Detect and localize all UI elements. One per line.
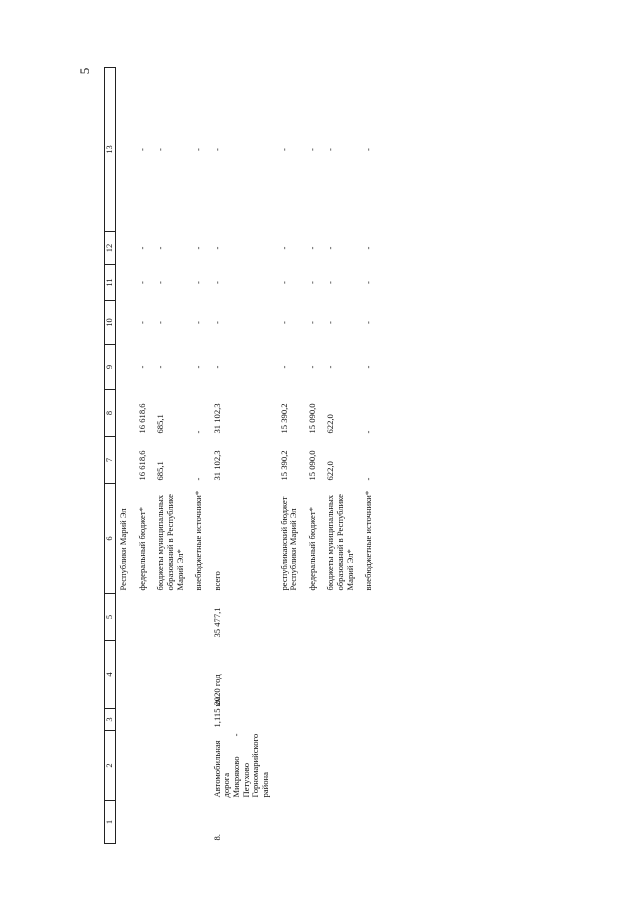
length-cell bbox=[277, 709, 305, 731]
table-row bbox=[135, 68, 154, 844]
column-header: 6 bbox=[105, 484, 116, 594]
value-cell-col12: - bbox=[136, 246, 147, 250]
column-header: 9 bbox=[105, 345, 116, 390]
value-cell-col8: 685,1 bbox=[155, 414, 166, 434]
year-cell bbox=[277, 641, 305, 709]
length-cell bbox=[116, 709, 135, 731]
row-number-cell: 8. bbox=[211, 834, 222, 841]
rotated-table-container bbox=[104, 68, 526, 844]
budget-table bbox=[104, 67, 380, 844]
value-cell-col10: - bbox=[211, 321, 222, 324]
cost-cell bbox=[135, 594, 154, 641]
page-number: 5 bbox=[77, 67, 92, 75]
cost-cell bbox=[323, 594, 361, 641]
length-cell bbox=[191, 709, 210, 731]
length-cell bbox=[305, 709, 324, 731]
cost-cell bbox=[361, 594, 380, 641]
value-cell-col11: - bbox=[136, 281, 147, 284]
value-cell-col9: - bbox=[211, 365, 222, 369]
value-cell-col8: - bbox=[193, 430, 204, 434]
value-cell-col7: 622,0 bbox=[325, 461, 336, 481]
column-header: 13 bbox=[105, 68, 116, 232]
funding-source-cell: республиканский бюджет Республики Марий Эл bbox=[278, 496, 299, 591]
object-name-cell bbox=[277, 731, 305, 801]
table-row bbox=[323, 68, 361, 844]
table-row bbox=[277, 68, 305, 844]
row-number-cell bbox=[191, 801, 210, 844]
value-cell-col9: - bbox=[325, 365, 336, 369]
value-cell-col12: - bbox=[325, 246, 336, 250]
year-cell: 2020 год bbox=[211, 674, 222, 706]
value-cell-col11 bbox=[116, 265, 135, 301]
column-header: 3 bbox=[105, 709, 116, 731]
value-cell-col12: - bbox=[193, 246, 204, 250]
row-number-cell bbox=[277, 801, 305, 844]
value-cell-col10 bbox=[116, 301, 135, 345]
value-cell-col13: - bbox=[278, 148, 289, 151]
length-cell: 1,115 км bbox=[211, 696, 222, 728]
value-cell-col13: - bbox=[363, 148, 374, 151]
value-cell-col13: - bbox=[136, 148, 147, 151]
value-cell-col13: - bbox=[325, 148, 336, 151]
value-cell-col8: - bbox=[363, 430, 374, 434]
funding-source-cell: внебюджетные источники* bbox=[193, 490, 204, 591]
table-row bbox=[361, 68, 380, 844]
object-name-cell bbox=[153, 731, 191, 801]
year-cell bbox=[135, 641, 154, 709]
funding-source-cell: федеральный бюджет* bbox=[136, 507, 147, 591]
value-cell-col8 bbox=[116, 390, 135, 437]
value-cell-col7: - bbox=[193, 477, 204, 481]
value-cell-col11: - bbox=[363, 281, 374, 284]
year-cell bbox=[191, 641, 210, 709]
value-cell-col11: - bbox=[306, 281, 317, 284]
value-cell-col13: - bbox=[155, 148, 166, 151]
value-cell-col12: - bbox=[306, 246, 317, 250]
value-cell-col7: 685,1 bbox=[155, 461, 166, 481]
column-header: 2 bbox=[105, 731, 116, 801]
row-number-cell bbox=[361, 801, 380, 844]
cost-cell: 35 477,1 bbox=[211, 607, 222, 638]
value-cell-col7: 15 390,2 bbox=[278, 450, 289, 481]
value-cell-col13: - bbox=[211, 148, 222, 151]
value-cell-col12 bbox=[116, 232, 135, 265]
year-cell bbox=[153, 641, 191, 709]
value-cell-col11: - bbox=[325, 281, 336, 284]
funding-source-cell: бюджеты муниципальных образований в Республике Марий Эл* bbox=[325, 494, 355, 591]
value-cell-col10: - bbox=[155, 321, 166, 324]
year-cell bbox=[323, 641, 361, 709]
table-row bbox=[210, 68, 277, 844]
object-name-cell bbox=[323, 731, 361, 801]
object-name-cell bbox=[135, 731, 154, 801]
cost-cell bbox=[305, 594, 324, 641]
value-cell-col12: - bbox=[211, 246, 222, 250]
value-cell-col10: - bbox=[363, 321, 374, 324]
value-cell-col11: - bbox=[155, 281, 166, 284]
cost-cell bbox=[116, 594, 135, 641]
value-cell-col9 bbox=[116, 345, 135, 390]
value-cell-col7 bbox=[116, 437, 135, 484]
row-number-cell bbox=[135, 801, 154, 844]
length-cell bbox=[361, 709, 380, 731]
value-cell-col9: - bbox=[306, 365, 317, 369]
column-header: 1 bbox=[105, 801, 116, 844]
value-cell-col12: - bbox=[363, 246, 374, 250]
value-cell-col10: - bbox=[306, 321, 317, 324]
value-cell-col10: - bbox=[193, 321, 204, 324]
value-cell-col9: - bbox=[363, 365, 374, 369]
funding-source-cell: федеральный бюджет* bbox=[306, 507, 317, 591]
table-body bbox=[116, 68, 380, 844]
funding-source-cell: Республики Марий Эл bbox=[118, 508, 128, 591]
object-name-cell bbox=[305, 731, 324, 801]
value-cell-col9: - bbox=[278, 365, 289, 369]
value-cell-col10: - bbox=[278, 321, 289, 324]
value-cell-col7: 15 090,0 bbox=[306, 450, 317, 481]
value-cell-col12: - bbox=[155, 246, 166, 250]
value-cell-col7: 31 102,3 bbox=[211, 450, 222, 481]
cost-cell bbox=[277, 594, 305, 641]
row-number-cell bbox=[305, 801, 324, 844]
column-header: 10 bbox=[105, 301, 116, 345]
object-name-cell: Автомобильная дорога Микряково - Петухово Горномарийского района bbox=[211, 733, 270, 798]
column-header: 5 bbox=[105, 594, 116, 641]
value-cell-col11: - bbox=[278, 281, 289, 284]
table-row bbox=[305, 68, 324, 844]
value-cell-col13: - bbox=[306, 148, 317, 151]
value-cell-col7: 16 618,6 bbox=[136, 450, 147, 481]
value-cell-col9: - bbox=[155, 365, 166, 369]
cost-cell bbox=[191, 594, 210, 641]
value-cell-col8: 31 102,3 bbox=[211, 403, 222, 434]
value-cell-col9: - bbox=[136, 365, 147, 369]
column-header: 7 bbox=[105, 437, 116, 484]
table-row bbox=[191, 68, 210, 844]
year-cell bbox=[361, 641, 380, 709]
value-cell-col8: 622,0 bbox=[325, 414, 336, 434]
value-cell-col8: 15 390,2 bbox=[278, 403, 289, 434]
value-cell-col8: 15 090,0 bbox=[306, 403, 317, 434]
value-cell-col10: - bbox=[136, 321, 147, 324]
value-cell-col12: - bbox=[278, 246, 289, 250]
value-cell-col13: - bbox=[193, 148, 204, 151]
table-row bbox=[116, 68, 135, 844]
object-name-cell bbox=[116, 731, 135, 801]
header-row bbox=[105, 68, 116, 844]
cost-cell bbox=[153, 594, 191, 641]
value-cell-col13 bbox=[116, 68, 135, 232]
year-cell bbox=[305, 641, 324, 709]
funding-source-cell: внебюджетные источники* bbox=[363, 490, 374, 591]
table-row bbox=[153, 68, 191, 844]
value-cell-col7: - bbox=[363, 477, 374, 481]
year-cell bbox=[116, 641, 135, 709]
value-cell-col10: - bbox=[325, 321, 336, 324]
length-cell bbox=[323, 709, 361, 731]
column-number-header bbox=[105, 68, 116, 844]
column-header: 12 bbox=[105, 232, 116, 265]
value-cell-col8: 16 618,6 bbox=[136, 403, 147, 434]
column-header: 4 bbox=[105, 641, 116, 709]
column-header: 11 bbox=[105, 265, 116, 301]
funding-source-cell: всего bbox=[211, 571, 222, 591]
object-name-cell bbox=[191, 731, 210, 801]
value-cell-col11: - bbox=[193, 281, 204, 284]
length-cell bbox=[153, 709, 191, 731]
row-number-cell bbox=[323, 801, 361, 844]
row-number-cell bbox=[153, 801, 191, 844]
length-cell bbox=[135, 709, 154, 731]
value-cell-col9: - bbox=[193, 365, 204, 369]
value-cell-col11: - bbox=[211, 281, 222, 284]
row-number-cell bbox=[116, 801, 135, 844]
object-name-cell bbox=[361, 731, 380, 801]
funding-source-cell: бюджеты муниципальных образований в Республике Марий Эл* bbox=[155, 494, 185, 591]
column-header: 8 bbox=[105, 390, 116, 437]
